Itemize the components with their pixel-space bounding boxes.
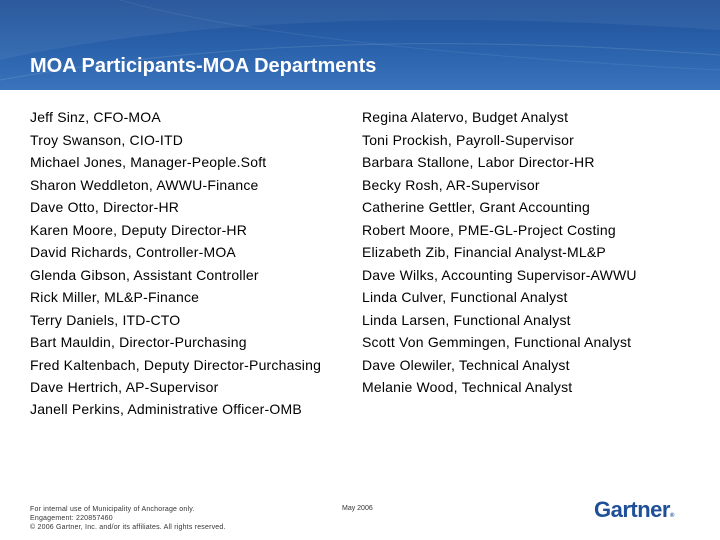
participant-item: Linda Culver, Functional Analyst bbox=[362, 289, 568, 305]
participant-item: Linda Larsen, Functional Analyst bbox=[362, 311, 571, 328]
participant-item: Barbara Stallone, Labor Director-HR bbox=[362, 154, 595, 170]
gartner-logo bbox=[594, 497, 674, 523]
participant-item: Terry Daniels, ITD-CTO bbox=[30, 311, 181, 328]
participant-item: Dave Hertrich, AP-Supervisor bbox=[30, 378, 219, 395]
participant-item: Janell Perkins, Administrative Officer-OMB bbox=[30, 401, 302, 417]
participant-item: Karen Moore, Deputy Director-HR bbox=[30, 221, 248, 238]
participant-item: Dave Olewiler, Technical Analyst bbox=[362, 356, 570, 373]
participant-item: Melanie Wood, Technical Analyst bbox=[362, 379, 573, 395]
participants-right-column bbox=[362, 106, 702, 399]
participant-item: Jeff Sinz, CFO-MOA bbox=[30, 109, 161, 125]
participant-item: Michael Jones, Manager-People.Soft bbox=[30, 154, 267, 170]
participant-item: Rick Miller, ML&P-Finance bbox=[30, 289, 200, 305]
footer-engagement: Engagement: 220857460 bbox=[30, 515, 113, 522]
participant-item: Elizabeth Zib, Financial Analyst-ML&P bbox=[362, 244, 606, 260]
page-title: MOA Participants-MOA Departments bbox=[30, 55, 377, 77]
participant-item: Sharon Weddleton, AWWU-Finance bbox=[30, 176, 259, 193]
footer-disclaimer bbox=[30, 505, 226, 532]
participant-item: Dave Otto, Director-HR bbox=[30, 199, 180, 215]
participants-left-column bbox=[30, 106, 330, 421]
participant-item: Troy Swanson, CIO-ITD bbox=[30, 131, 184, 148]
header-banner bbox=[0, 0, 720, 90]
footer-date: May 2006 bbox=[342, 505, 373, 512]
registered-mark: ® bbox=[669, 513, 674, 519]
footer-copyright: © 2006 Gartner, Inc. and/or its affiliates. All rights reserved. bbox=[30, 524, 226, 531]
participant-item: Toni Prockish, Payroll-Supervisor bbox=[362, 131, 575, 148]
participant-item: Bart Mauldin, Director-Purchasing bbox=[30, 334, 247, 350]
participant-item: Dave Wilks, Accounting Supervisor-AWWU bbox=[362, 266, 637, 283]
participant-item: Regina Alatervo, Budget Analyst bbox=[362, 109, 569, 125]
participant-item: David Richards, Controller-MOA bbox=[30, 244, 236, 260]
logo-text: Gartner bbox=[594, 497, 670, 522]
participant-item: Catherine Gettler, Grant Accounting bbox=[362, 199, 591, 215]
participant-item: Scott Von Gemmingen, Functional Analyst bbox=[362, 334, 632, 350]
participant-item: Fred Kaltenbach, Deputy Director-Purchasing bbox=[30, 356, 322, 373]
footer-usage-note: For internal use of Municipality of Anchorage only. bbox=[30, 506, 195, 513]
participant-item: Becky Rosh, AR-Supervisor bbox=[362, 176, 540, 193]
participant-item: Robert Moore, PME-GL-Project Costing bbox=[362, 221, 616, 238]
participant-item: Glenda Gibson, Assistant Controller bbox=[30, 266, 259, 283]
